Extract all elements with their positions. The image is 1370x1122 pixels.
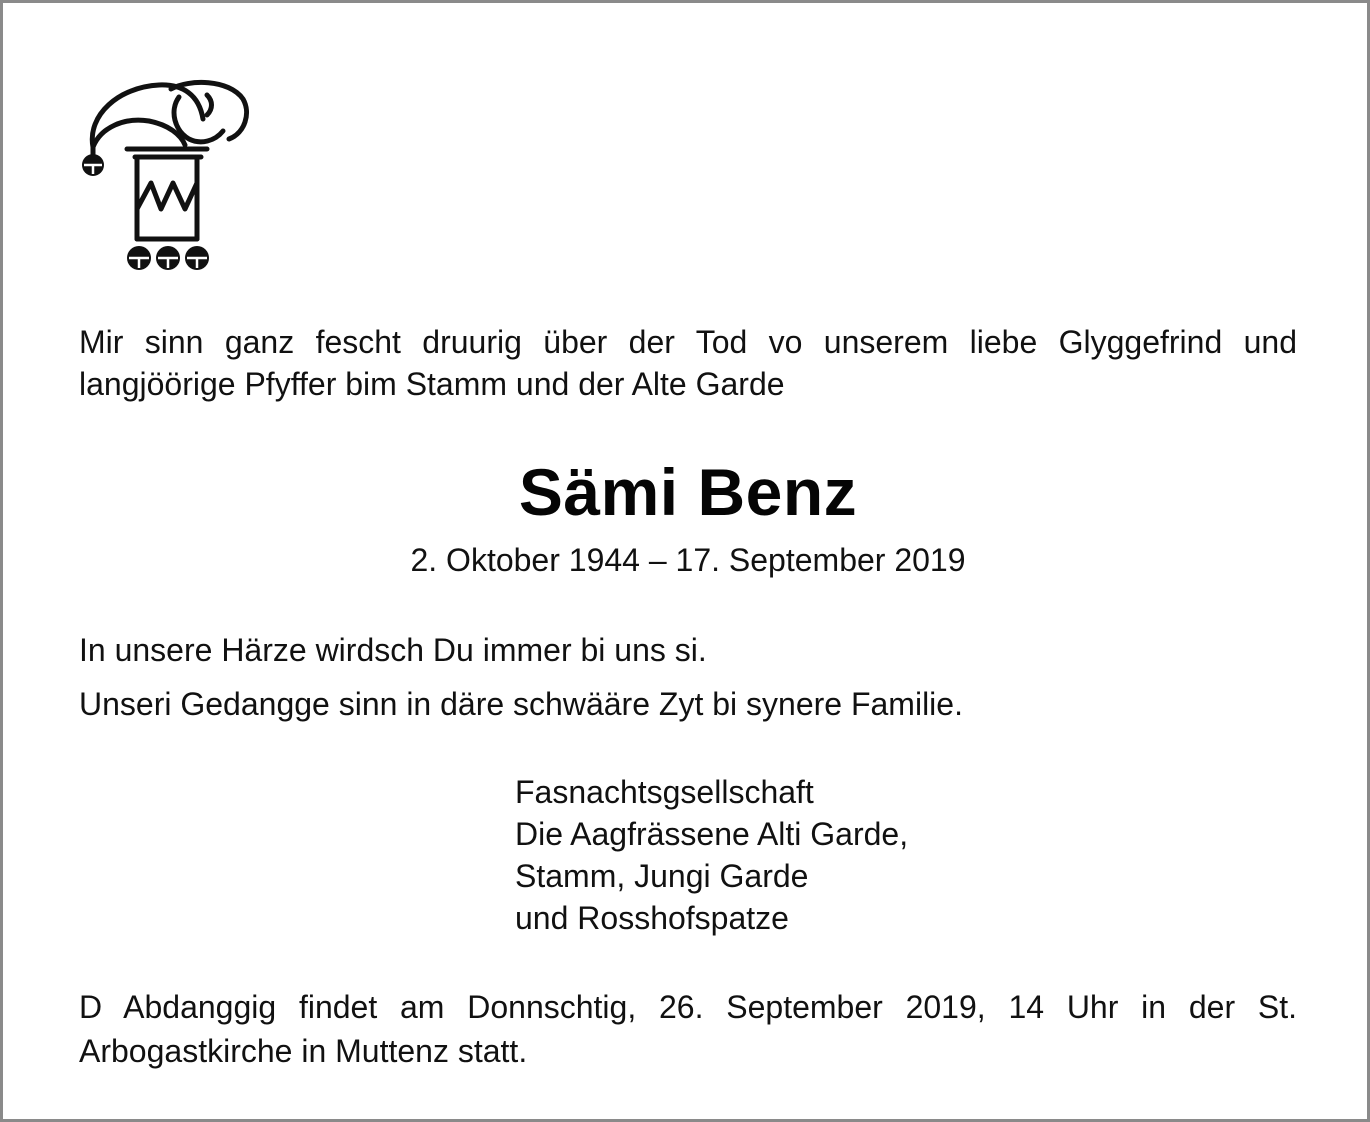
condolence-line-1: In unsere Härze wirdsch Du immer bi uns si. [79, 632, 707, 668]
signature-line: Die Aagfrässene Alti Garde, [515, 816, 909, 852]
signature-line: und Rosshofspatze [515, 900, 789, 936]
intro-text: Mir sinn ganz fescht druurig über der Tod vo unserem liebe Glyggefrind und langjöörige Pfyffer bim Stamm und der Alte Garde [79, 324, 1297, 402]
signature-block [515, 771, 1215, 939]
signature-line: Fasnachtsgsellschaft [515, 774, 814, 810]
condolence-line-2: Unseri Gedangge sinn in däre schwääre Zyt bi synere Familie. [79, 686, 963, 722]
bells-icon [127, 246, 209, 270]
signature-line: Stamm, Jungi Garde [515, 858, 809, 894]
jester-crest-icon [79, 75, 255, 275]
bell-icon [82, 154, 104, 176]
life-dates: 2. Oktober 1944 – 17. September 2019 [410, 542, 966, 578]
ceremony-details: D Abdanggig findet am Donnschtig, 26. September 2019, 14 Uhr in der St. Arbogastkirche in Muttenz statt. [79, 989, 1297, 1069]
deceased-name: Sämi Benz [518, 455, 858, 529]
